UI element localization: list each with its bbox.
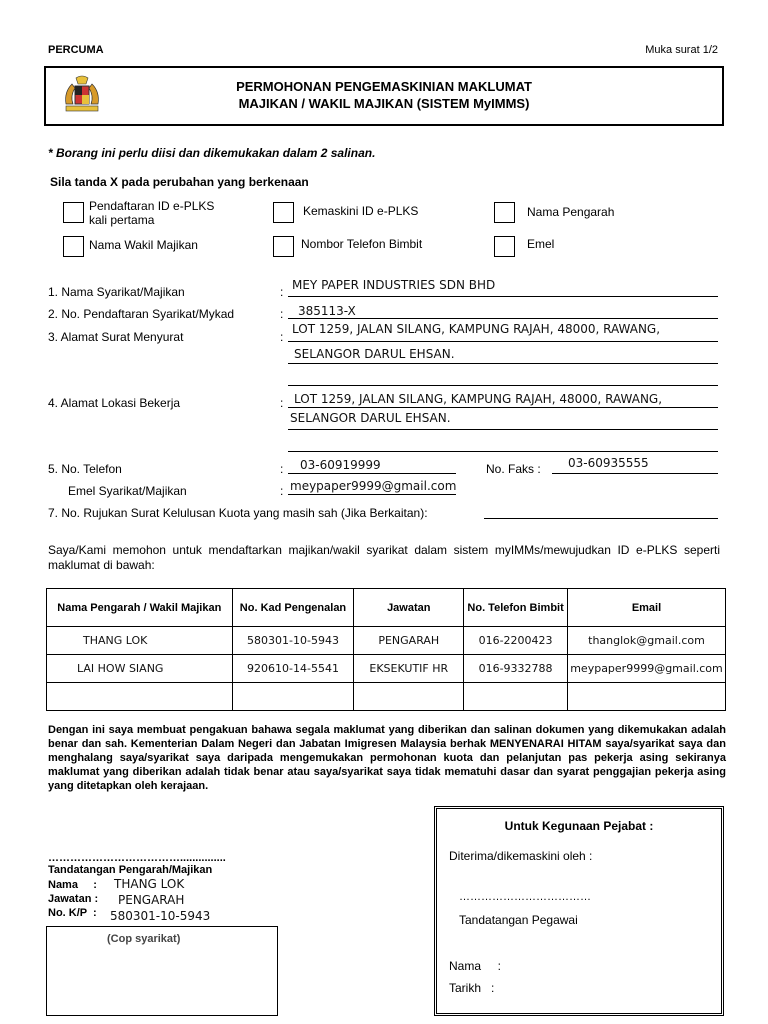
colon: :: [280, 307, 284, 321]
fax-line: [552, 473, 718, 474]
option-pendaftaran: Pendaftaran ID e-PLKS: [89, 199, 215, 213]
table-cell[interactable]: [232, 683, 354, 711]
work-line-2: [288, 429, 718, 430]
request-text: Saya/Kami memohon untuk mendaftarkan majikan/wakil syarikat dalam sistem myIMMs/mewujudkan ID e-PLKS seperti maklumat di bawah:: [48, 543, 720, 572]
column-header: Nama Pengarah / Wakil Majikan: [47, 589, 233, 627]
checkbox-telefon-bimbit[interactable]: [273, 236, 294, 257]
table-header-row: [47, 589, 726, 627]
colon: :: [280, 484, 284, 498]
signature-name-value[interactable]: THANG LOK: [114, 877, 185, 891]
page-number: Muka surat 1/2: [645, 44, 718, 56]
option-kemaskini: Kemaskini ID e-PLKS: [303, 204, 419, 218]
column-header: No. Telefon Bimbit: [464, 589, 568, 627]
work-line-3: [288, 451, 718, 452]
field-email-label: Emel Syarikat/Majikan: [68, 484, 187, 498]
quota-reference-line: [484, 518, 718, 519]
office-date-label: Tarikh :: [449, 981, 495, 995]
colon: :: [280, 396, 284, 410]
checkbox-pendaftaran[interactable]: [63, 202, 84, 223]
signature-ic-label: No. K/P :: [48, 907, 97, 919]
signature-dots[interactable]: ………………………………...............: [48, 852, 226, 864]
checkbox-nama-pengarah[interactable]: [494, 202, 515, 223]
stamp-label: (Cop syarikat): [107, 933, 181, 945]
table-cell[interactable]: [567, 683, 725, 711]
option-wakil-majikan: Nama Wakil Majikan: [89, 238, 198, 252]
signature-title: Tandatangan Pengarah/Majikan: [48, 864, 213, 876]
column-header: Email: [567, 589, 725, 627]
signature-name-label: Nama :: [48, 879, 97, 891]
column-header: Jawatan: [354, 589, 464, 627]
field-phone-label: 5. No. Telefon: [48, 462, 122, 476]
title-box: [44, 66, 724, 126]
mailing-address-line-1[interactable]: LOT 1259, JALAN SILANG, KAMPUNG RAJAH, 48000, RAWANG,: [292, 322, 661, 336]
table-row: [47, 655, 726, 683]
work-address-line-2[interactable]: SELANGOR DARUL EHSAN.: [290, 411, 451, 425]
registration-line: [288, 318, 718, 319]
colon: :: [280, 285, 284, 299]
table-cell[interactable]: 016-9332788: [464, 655, 568, 683]
checkbox-wakil-majikan[interactable]: [63, 236, 84, 257]
office-signature-label: Tandatangan Pegawai: [459, 913, 578, 927]
table-cell[interactable]: [47, 683, 233, 711]
fax-value[interactable]: 03-60935555: [568, 456, 649, 470]
table-cell[interactable]: [464, 683, 568, 711]
table-cell[interactable]: 580301-10-5943: [232, 627, 354, 655]
office-use-box: [434, 806, 724, 1016]
table-cell[interactable]: 016-2200423: [464, 627, 568, 655]
work-line-0: [288, 385, 718, 386]
free-label: PERCUMA: [48, 44, 104, 56]
signature-position-label: Jawatan :: [48, 893, 99, 905]
checkbox-kemaskini[interactable]: [273, 202, 294, 223]
email-value[interactable]: meypaper9999@gmail.com: [290, 479, 457, 493]
company-stamp-box: [46, 926, 278, 1016]
director-table: [46, 588, 726, 711]
table-cell[interactable]: 920610-14-5541: [232, 655, 354, 683]
phone-line: [288, 473, 456, 474]
fax-label: No. Faks :: [486, 462, 541, 476]
instruction: Sila tanda X pada perubahan yang berkenaan: [50, 175, 309, 189]
title-line-2: MAJIKAN / WAKIL MAJIKAN (SISTEM MyIMMS): [238, 96, 530, 111]
checkbox-emel[interactable]: [494, 236, 515, 257]
table-cell[interactable]: [354, 683, 464, 711]
field-company-name-label: 1. Nama Syarikat/Majikan: [48, 285, 185, 299]
phone-value[interactable]: 03-60919999: [300, 458, 381, 472]
option-nama-pengarah: Nama Pengarah: [527, 205, 615, 219]
mailing-line-1: [288, 341, 718, 342]
work-line-1: [288, 407, 718, 408]
option-pendaftaran-2: kali pertama: [89, 213, 155, 227]
mailing-line-2: [288, 363, 718, 364]
company-name-line: [288, 296, 718, 297]
company-name-value[interactable]: MEY PAPER INDUSTRIES SDN BHD: [292, 278, 496, 292]
table-cell[interactable]: meypaper9999@gmail.com: [567, 655, 725, 683]
option-telefon-bimbit: Nombor Telefon Bimbit: [301, 237, 423, 251]
colon: :: [280, 462, 284, 476]
field-work-address-label: 4. Alamat Lokasi Bekerja: [48, 396, 181, 410]
field-registration-label: 2. No. Pendaftaran Syarikat/Mykad: [48, 307, 235, 321]
table-cell[interactable]: THANG LOK: [47, 627, 233, 655]
office-use-title: Untuk Kegunaan Pejabat :: [504, 819, 654, 833]
work-address-line-1[interactable]: LOT 1259, JALAN SILANG, KAMPUNG RAJAH, 48000, RAWANG,: [294, 392, 663, 406]
table-row: [47, 627, 726, 655]
table-cell[interactable]: thanglok@gmail.com: [567, 627, 725, 655]
email-line: [288, 494, 456, 495]
mailing-address-line-2[interactable]: SELANGOR DARUL EHSAN.: [294, 347, 455, 361]
declaration-text: Dengan ini saya membuat pengakuan bahawa segala maklumat yang diberikan dan salinan dokumen yang dikemukakan adalah benar dan sah. Kementerian Dalam Negeri dan Jabatan Imigresen Malaysia berhak MENYENARAI HITAM saya/syarikat saya dan menghalang saya/syarikat saya daripada mengemukakan permohonan kuota dan pelanjutan pas pekerja asing sekiranya maklumat yang diberikan adalah tidak benar atau saya/syarikat saya tidak mematuhi dasar dan syarat penggajian pekerja asing yang ditetapkan oleh kerajaan.: [48, 724, 726, 792]
office-name-label: Nama :: [449, 959, 502, 973]
table-cell[interactable]: LAI HOW SIANG: [47, 655, 233, 683]
colon: :: [280, 330, 284, 344]
table-row: [47, 683, 726, 711]
signature-ic-value[interactable]: 580301-10-5943: [110, 909, 211, 923]
field-mailing-address-label: 3. Alamat Surat Menyurat: [48, 330, 184, 344]
office-received-label: Diterima/dikemaskini oleh :: [449, 849, 593, 863]
table-cell[interactable]: EKSEKUTIF HR: [354, 655, 464, 683]
office-signature-dots[interactable]: ………………………………: [459, 891, 591, 903]
field-quota-reference-label: 7. No. Rujukan Surat Kelulusan Kuota yang masih sah (Jika Berkaitan):: [48, 506, 428, 520]
option-emel: Emel: [527, 237, 555, 251]
signature-position-value[interactable]: PENGARAH: [118, 893, 185, 907]
table-cell[interactable]: PENGARAH: [354, 627, 464, 655]
registration-value[interactable]: 385113-X: [298, 304, 356, 318]
copies-note: * Borang ini perlu diisi dan dikemukakan dalam 2 salinan.: [48, 146, 376, 160]
column-header: No. Kad Pengenalan: [232, 589, 354, 627]
title-line-1: PERMOHONAN PENGEMASKINIAN MAKLUMAT: [236, 79, 532, 94]
